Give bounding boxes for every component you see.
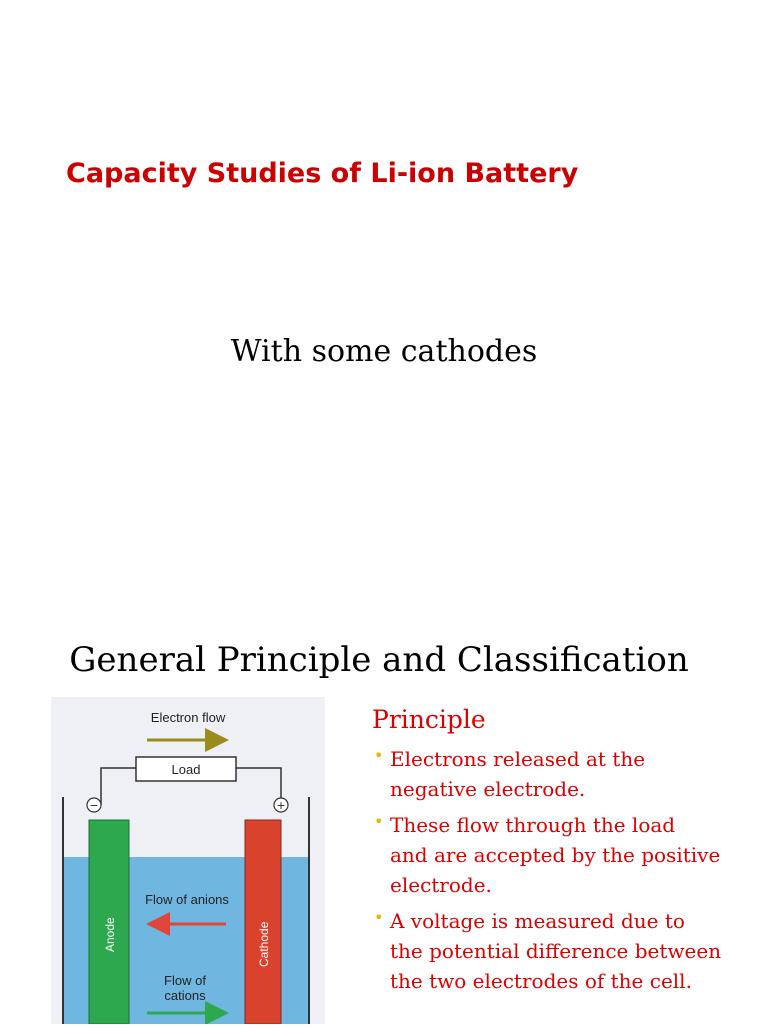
bullet-line: A voltage is measured due to bbox=[390, 909, 685, 933]
section-title: General Principle and Classification bbox=[69, 640, 689, 680]
slide-title: Capacity Studies of Li-ion Battery bbox=[66, 158, 579, 189]
right-wire bbox=[236, 768, 281, 805]
bullet-line: the two electrodes of the cell. bbox=[390, 969, 692, 993]
cations-label-line2: cations bbox=[164, 988, 206, 1003]
anode-label: Anode bbox=[103, 917, 117, 952]
slide-subtitle: With some cathodes bbox=[230, 334, 538, 369]
bullet-dot-icon: • bbox=[374, 908, 384, 927]
bullet-line: Electrons released at the bbox=[390, 747, 646, 771]
bullet-line: negative electrode. bbox=[390, 777, 586, 801]
principle-panel bbox=[372, 705, 762, 1002]
bullet-dot-icon: • bbox=[374, 812, 384, 831]
bullet-line: electrode. bbox=[390, 873, 492, 897]
negative-terminal-sign: − bbox=[89, 799, 99, 812]
cations-label-line1: Flow of bbox=[164, 973, 206, 988]
bullet-line: These flow through the load bbox=[390, 813, 676, 837]
electron-flow-label: Electron flow bbox=[150, 710, 226, 725]
battery-cell-diagram bbox=[51, 697, 325, 1024]
bullet-2 bbox=[372, 810, 762, 900]
positive-terminal-sign: + bbox=[276, 799, 286, 812]
principle-bullets bbox=[372, 744, 762, 996]
bullet-line: the potential difference between bbox=[390, 939, 722, 963]
principle-heading: Principle bbox=[372, 705, 486, 734]
bullet-line: and are accepted by the positive bbox=[390, 843, 721, 867]
cathode-label: Cathode bbox=[257, 921, 271, 967]
bullet-1 bbox=[372, 744, 762, 804]
bullet-dot-icon: • bbox=[374, 746, 384, 765]
bullet-3 bbox=[372, 906, 762, 996]
left-wire bbox=[101, 768, 136, 805]
load-label: Load bbox=[171, 762, 201, 777]
anions-label: Flow of anions bbox=[145, 892, 229, 907]
